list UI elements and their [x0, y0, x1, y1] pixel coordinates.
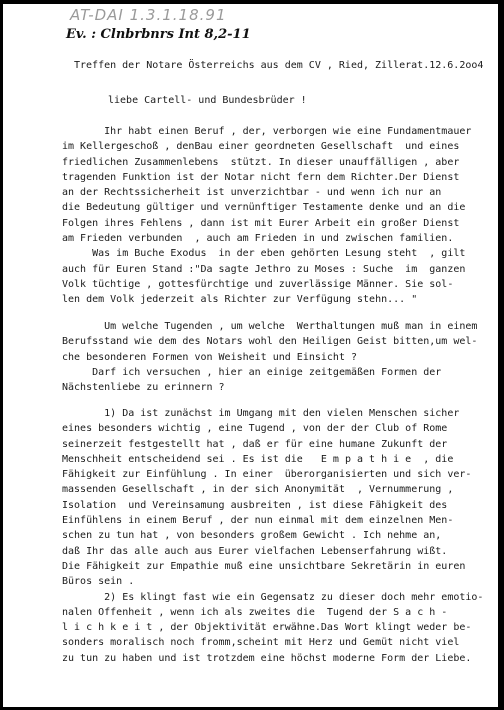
- text-line: sonders moralisch noch fromm,scheint mit Herz und Gemüt nicht viel: [62, 637, 460, 649]
- text-line: eines besonders wichtig , eine Tugend , von der der Club of Rome: [62, 423, 448, 435]
- text-line: Folgen ihres Fehlens , dann ist mit Eurer Arbeit ein großer Dienst: [62, 217, 460, 229]
- text-line: Nächstenliebe zu erinnern ?: [62, 382, 225, 394]
- text-line: Um welche Tugenden , um welche Werthaltungen muß man in einem: [62, 321, 478, 332]
- scan-border-right: [498, 0, 504, 710]
- text-line: len dem Volk jederzeit als Richter zur Verfügung stehn... ": [62, 294, 418, 306]
- scan-border-top: [0, 0, 504, 4]
- paragraph-1: [62, 124, 471, 308]
- text-line: Isolation und Vereinsamung ausbreiten , ist diese Fähigkeit des: [62, 499, 448, 511]
- text-line: an der Rechtssicherheit ist unverzichtbar - und wenn ich nur an: [62, 187, 442, 199]
- archive-stamp: AT-DAI 1.3.1.18.91: [70, 6, 227, 24]
- text-line: Die Fähigkeit zur Empathie muß eine unsichtbare Sekretärin in euren: [62, 560, 466, 572]
- text-line: Menschheit entscheidend sei . Es ist die E m p a t h i e , die: [62, 453, 454, 465]
- text-line: tragenden Funktion ist der Notar nicht fern dem Richter.Der Dienst: [62, 171, 460, 183]
- text-line: daß Ihr das alle auch aus Eurer vielfachen Lebenserfahrung wißt.: [62, 545, 448, 557]
- paragraph-3: [62, 406, 483, 666]
- text-line: Ihr habt einen Beruf , der, verborgen wie eine Fundamentmauer: [62, 126, 472, 137]
- text-line: zu tun zu haben und ist trotzdem eine höchst moderne Form der Liebe.: [62, 652, 472, 664]
- text-line: im Kellergeschoß , denBau einer geordneten Gesellschaft und eines: [62, 141, 460, 153]
- text-line: Berufsstand wie dem des Notars wohl den Heiligen Geist bitten,um wel-: [62, 336, 478, 348]
- text-line: friedlichen Zusammenlebens stützt. In dieser unauffälligen , aber: [62, 156, 460, 168]
- text-line: Einfühlens in einem Beruf , der nun einmal mit dem einzelnen Men-: [62, 515, 454, 527]
- text-line: Darf ich versuchen , hier an einige zeitgemäßen Formen der: [62, 366, 442, 378]
- text-line: Büros sein .: [62, 576, 135, 588]
- text-line: nalen Offenheit , wenn ich als zweites die Tugend der S a c h -: [62, 606, 448, 618]
- text-line: Fähigkeit zur Einfühlung . In einer überorganisierten und sich ver-: [62, 469, 472, 481]
- text-line: massenden Gesellschaft , in der sich Anonymität , Vernummerung ,: [62, 484, 454, 496]
- text-line: schen zu tun hat , von besonders großem Gewicht . Ich nehme an,: [62, 530, 442, 542]
- text-line: che besonderen Formen von Weisheit und Einsicht ?: [62, 351, 358, 363]
- text-line: l i c h k e i t , der Objektivität erwähne.Das Wort klingt weder be-: [62, 622, 472, 634]
- paragraph-2: [62, 319, 477, 395]
- text-line: Was im Buche Exodus in der eben gehörten Lesung steht , gilt: [62, 248, 466, 260]
- handwritten-note: Ev. : Clnbrbnrs Int 8,2-11: [66, 27, 251, 42]
- text-line: die Bedeutung gültiger und vernünftiger Testamente denke und an die: [62, 202, 466, 214]
- text-line: seinerzeit festgestellt hat , daß er für eine humane Zukunft der: [62, 438, 448, 450]
- scan-border-left: [0, 0, 3, 710]
- letter-heading: Treffen der Notare Österreichs aus dem CV , Ried, Zillerat.12.6.2oo4: [74, 60, 484, 71]
- text-line: am Frieden verbunden , auch am Frieden in und zwischen familien.: [62, 233, 454, 245]
- text-line: Volk tüchtige , gottesfürchtige und zuverlässige Männer. Sie sol-: [62, 278, 454, 290]
- text-line: auch für Euren Stand :"Da sagte Jethro zu Moses : Suche im ganzen: [62, 263, 466, 275]
- text-line: 1) Da ist zunächst im Umgang mit den vielen Menschen sicher: [62, 408, 460, 419]
- text-line: 2) Es klingt fast wie ein Gegensatz zu dieser doch mehr emotio-: [62, 591, 484, 603]
- letter-salutation: liebe Cartell- und Bundesbrüder !: [108, 95, 307, 106]
